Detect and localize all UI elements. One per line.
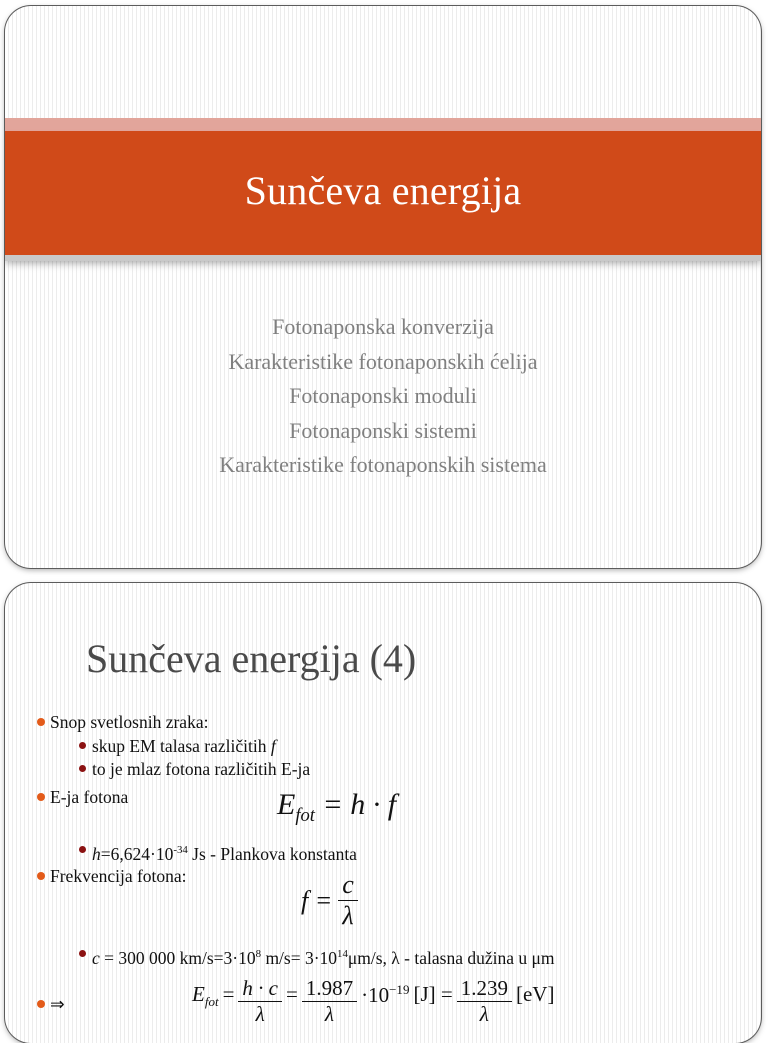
bullet-light-rays: Snop svetlosnih zraka: (50, 712, 209, 732)
title-band-accent (5, 118, 761, 131)
exponent: 14 (337, 948, 348, 960)
planck-exponent: -34 (173, 844, 188, 856)
topic-item: Karakteristike fotonaponskih sistema (219, 452, 547, 477)
planck-value: =6,624·10 (100, 843, 174, 864)
photon-energy-formula (277, 788, 396, 827)
bullet-implies: ⇒ (50, 994, 65, 1014)
bullet-photon-energy: E-ja fotona (50, 787, 129, 807)
subbullet-photon-stream: to je mlaz fotona različitih E-ja (92, 759, 311, 779)
planck-var: h (92, 843, 101, 864)
frequency-formula (301, 872, 358, 929)
topic-list (5, 310, 761, 483)
slide-title: Sunčeva energija (4) (86, 636, 417, 681)
formula-subscript: fot (295, 805, 315, 826)
formula-symbol: E (277, 788, 296, 821)
formula-lhs: f = (301, 885, 333, 915)
unit-joule: [J] = (413, 982, 453, 1006)
formula-symbol: E (192, 982, 205, 1006)
planck-label: Js - Plankova konstanta (187, 843, 357, 864)
power-of-ten: ·10 (361, 983, 390, 1007)
topic-item: Fotonaponska konverzija (272, 314, 494, 339)
fraction-numerator: 1.239 (457, 978, 512, 1002)
photon-energy-wavelength-formula (192, 978, 554, 1025)
content-slide (5, 583, 761, 1043)
subbullet-light-speed (92, 943, 554, 969)
title-slide (5, 6, 761, 568)
fraction-denominator: λ (255, 1002, 265, 1026)
subbullet-planck-constant (92, 839, 357, 865)
equals-sign: = (222, 982, 235, 1006)
unit-ev: [eV] (515, 982, 555, 1006)
fraction-numerator: 1.987 (302, 978, 357, 1002)
slide-title: Sunčeva energija (244, 167, 522, 213)
fraction (238, 978, 282, 1025)
fraction-numerator: c (338, 872, 358, 901)
topic-item: Fotonaponski moduli (289, 383, 477, 408)
title-band-shadow (5, 255, 761, 261)
light-speed-text: = 300 000 km/s=3·10 (99, 947, 256, 968)
title-band (5, 131, 761, 255)
light-speed-var: c (92, 947, 100, 968)
topic-item: Karakteristike fotonaponskih ćelija (228, 348, 538, 374)
light-speed-text: m/s= 3·10 (261, 947, 338, 968)
bullet-photon-frequency: Frekvencija fotona: (50, 866, 187, 886)
bullet-text: skup EM talasa različitih (92, 736, 271, 756)
fraction (302, 978, 357, 1025)
formula-subscript: fot (204, 994, 219, 1010)
exponent: 8 (255, 948, 262, 960)
fraction (457, 978, 512, 1025)
fraction-denominator: λ (479, 1002, 489, 1026)
fraction-denominator: λ (342, 901, 354, 930)
formula-rhs: = h · f (314, 788, 397, 821)
topic-item: Fotonaponski sistemi (289, 417, 477, 443)
light-speed-text: μm/s, λ - talasna dužina u μm (347, 947, 555, 968)
slide-content (5, 583, 761, 1043)
fraction-denominator: λ (324, 1002, 335, 1026)
subbullet-em-waves (92, 735, 276, 757)
exponent: −19 (389, 982, 410, 997)
frequency-var: f (270, 736, 276, 756)
fraction-numerator: h · c (238, 978, 282, 1002)
equals-sign: = (286, 982, 298, 1006)
fraction (338, 872, 358, 929)
